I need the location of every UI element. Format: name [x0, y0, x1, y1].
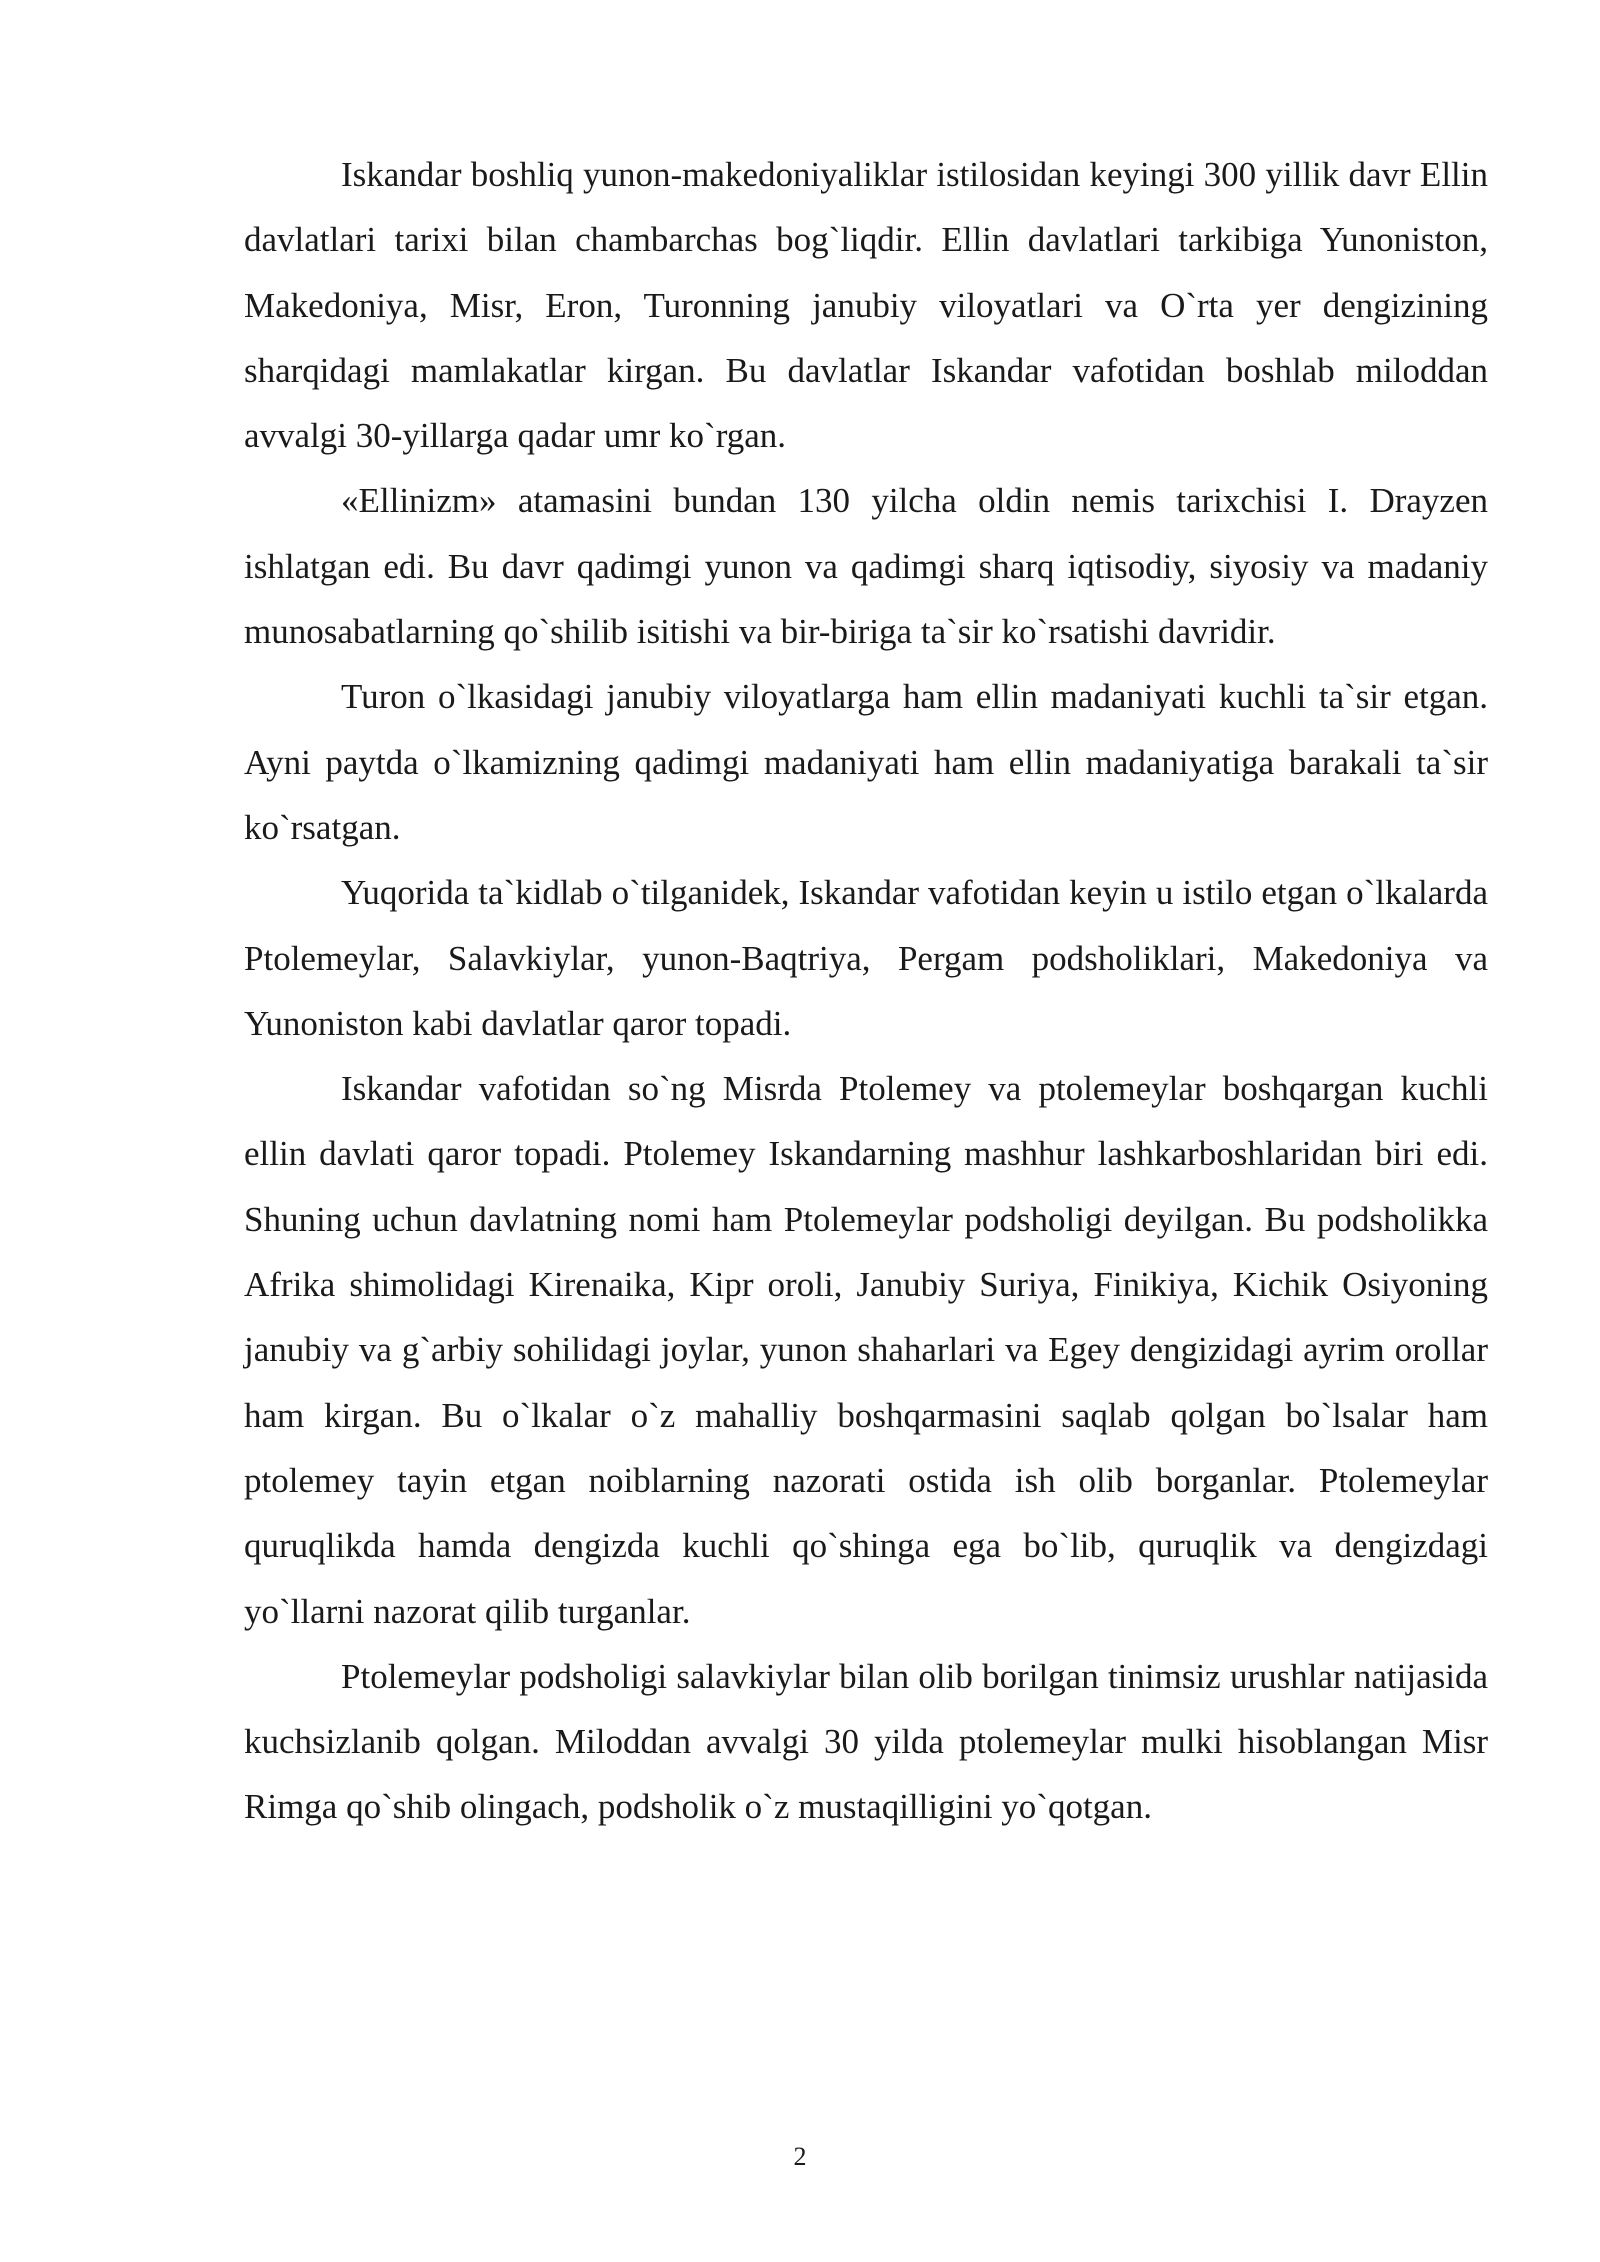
page-number: 2 [793, 2142, 807, 2171]
paragraph-2: «Ellinizm» atamasini bundan 130 yilcha oldin nemis tarixchisi I. Drayzen ishlatgan edi. Bu davr qadimgi yunon va qadimgi sharq iqtisodiy, siyosiy va madaniy munosabatlarning qo`shilib isitishi va bir-biriga ta`sir ko`rsatishi davridir. [244, 481, 1488, 652]
paragraph-5: Iskandar vafotidan so`ng Misrda Ptolemey va ptolemeylar boshqargan kuchli ellin davlati qaror topadi. Ptolemey Iskandarning mashhur lashkarboshlaridan biri edi. Shuning uchun davlatning nomi ham Ptolemeylar podsholigi deyilgan. Bu podsholikka Afrika shimolidagi Kirenaika, Kipr oroli, Janubiy Suriya, Finikiya, Kichik Osiyoning janubiy va g`arbiy sohilidagi joylar, yunon shaharlari va Egey dengizidagi ayrim orollar ham kirgan. Bu o`lkalar o`z mahalliy boshqarmasini saqlab qolgan bo`lsalar ham ptolemey tayin etgan noiblarning nazorati ostida ish olib borganlar. Ptolemeylar quruqlikda hamda dengizda kuchli qo`shinga ega bo`lib, quruqlik va dengizdagi yo`llarni nazorat qilib turganlar. [244, 1069, 1488, 1631]
paragraph-6: Ptolemeylar podsholigi salavkiylar bilan olib borilgan tinimsiz urushlar natijasida kuchsizlanib qolgan. Miloddan avvalgi 30 yilda ptolemeylar mulki hisoblangan Misr Rimga qo`shib olingach, podsholik o`z mustaqilligini yo`qotgan. [244, 1656, 1488, 1827]
document-body [244, 142, 1488, 1840]
paragraph-4: Yuqorida ta`kidlab o`tilganidek, Iskandar vafotidan keyin u istilo etgan o`lkalarda Ptolemeylar, Salavkiylar, yunon-Baqtriya, Pergam podsholiklari, Makedoniya va Yunoniston kabi davlatlar qaror topadi. [244, 873, 1488, 1043]
paragraph-1: Iskandar boshliq yunon-makedoniyaliklar istilosidan keyingi 300 yillik davr Ellin davlatlari tarixi bilan chambarchas bog`liqdir. Ellin davlatlari tarkibiga Yunoniston, Makedoniya, Misr, Eron, Turonning janubiy viloyatlari va O`rta yer dengizining sharqidagi mamlakatlar kirgan. Bu davlatlar Iskandar vafotidan boshlab miloddan avvalgi 30-yillarga qadar umr ko`rgan. [244, 155, 1488, 456]
paragraph-3: Turon o`lkasidagi janubiy viloyatlarga ham ellin madaniyati kuchli ta`sir etgan. Ayni paytda o`lkamizning qadimgi madaniyati ham ellin madaniyatiga barakali ta`sir ko`rsatgan. [244, 677, 1488, 847]
